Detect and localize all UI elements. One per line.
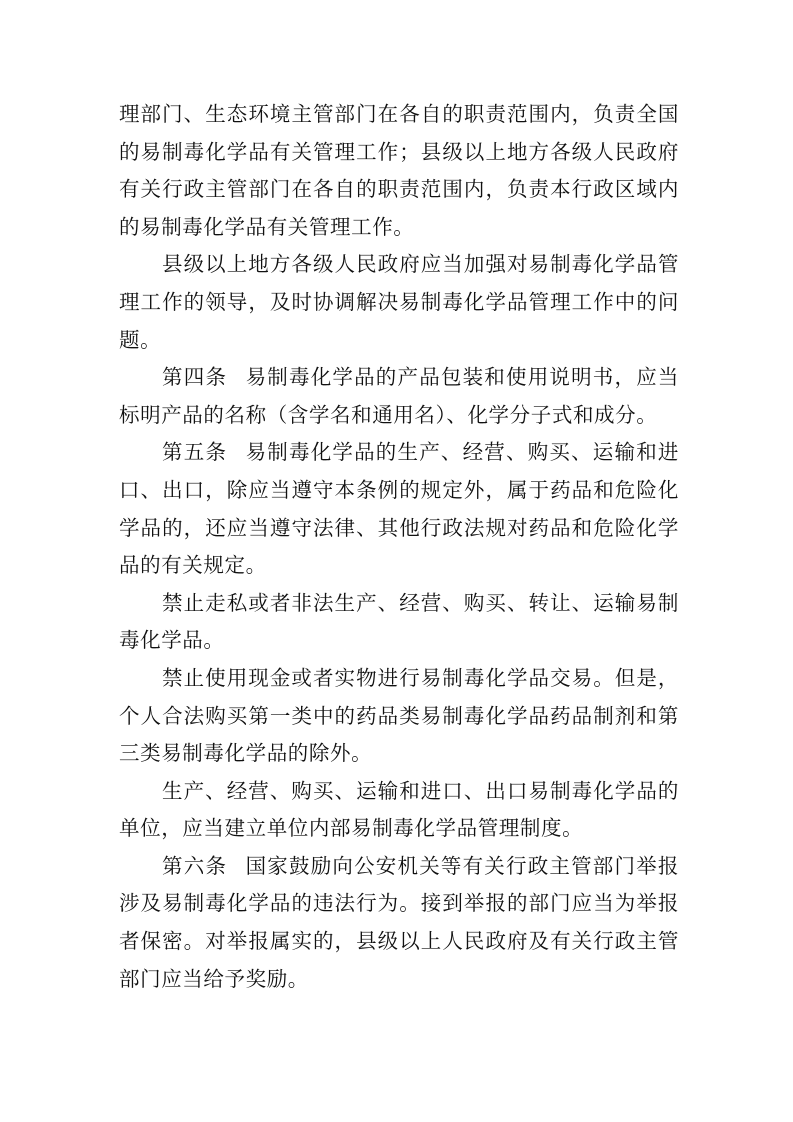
paragraph-continued [119,96,679,246]
document-body [119,96,679,998]
paragraph-text: 国家鼓励向公安机关等有关行政主管部门举报涉及易制毒化学品的违法行为。接到举报的部门应当为举报者保密。对举报属实的，县级以上人民政府及有关行政主管部门应当给予奖励。 [119,853,679,991]
article-6-paragraph [119,848,679,998]
paragraph-text: 理部门、生态环境主管部门在各自的职责范围内，负责全国的易制毒化学品有关管理工作；县级以上地方各级人民政府有关行政主管部门在各自的职责范围内，负责本行政区域内的易制毒化学品有关管理工作。 [119,102,679,239]
paragraph [119,246,679,359]
article-5-paragraph [119,434,679,584]
paragraph-text: 生产、经营、购买、运输和进口、出口易制毒化学品的单位，应当建立单位内部易制毒化学品管理制度。 [119,778,679,841]
article-number: 第五条 [162,440,228,465]
paragraph-text: 禁止使用现金或者实物进行易制毒化学品交易。但是，个人合法购买第一类中的药品类易制毒化学品药品制剂和第三类易制毒化学品的除外。 [119,665,679,766]
paragraph [119,585,679,660]
paragraph [119,773,679,848]
article-number: 第四条 [162,365,228,390]
article-4-paragraph [119,359,679,434]
paragraph [119,660,679,773]
paragraph-text: 易制毒化学品的产品包装和使用说明书，应当标明产品的名称（含学名和通用名）、化学分子式和成分。 [119,365,679,427]
paragraph-text: 易制毒化学品的生产、经营、购买、运输和进口、出口，除应当遵守本条例的规定外，属于药品和危险化学品的，还应当遵守法律、其他行政法规对药品和危险化学品的有关规定。 [119,440,679,578]
paragraph-text: 县级以上地方各级人民政府应当加强对易制毒化学品管理工作的领导，及时协调解决易制毒化学品管理工作中的问题。 [119,252,679,352]
paragraph-text: 禁止走私或者非法生产、经营、购买、转让、运输易制毒化学品。 [119,590,679,653]
article-number: 第六条 [162,853,228,878]
